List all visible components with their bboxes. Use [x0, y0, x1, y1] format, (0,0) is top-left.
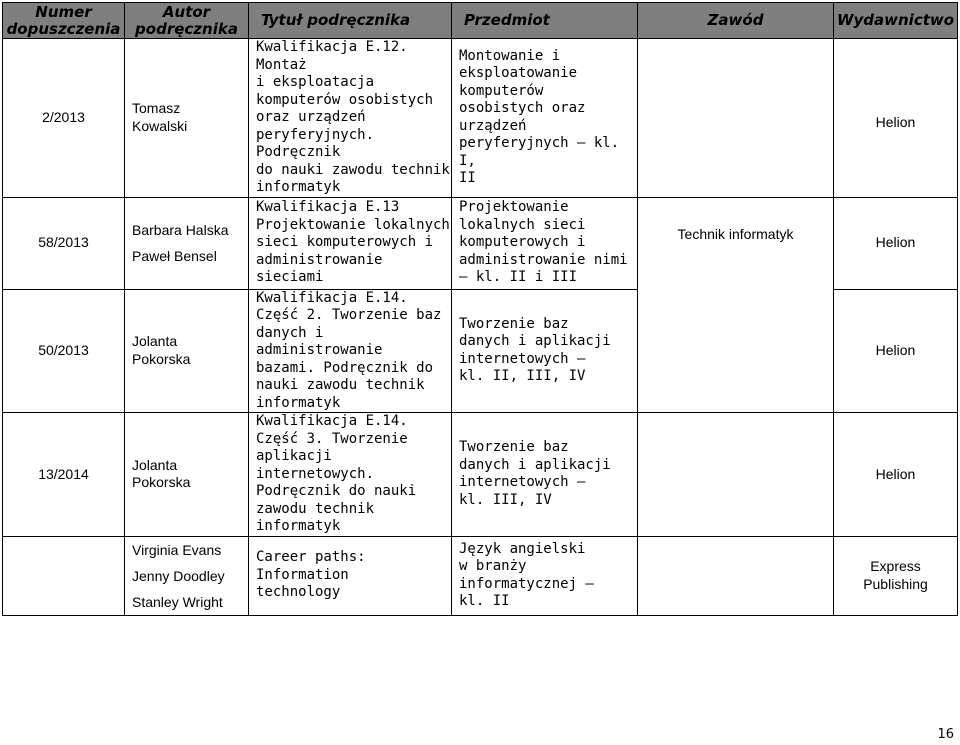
table-row: [3, 197, 958, 289]
cell-number: 2/2013: [3, 39, 125, 198]
cell-subject: Projektowanie lokalnych sieci komputerowych i administrowanie nimi – kl. II i III: [452, 197, 638, 289]
cell-author: [125, 413, 249, 537]
cell-author: [125, 39, 249, 198]
author-line: Paweł Bensel: [132, 248, 217, 264]
author-line: Virginia Evans: [132, 541, 222, 558]
header-profession: Zawód: [638, 3, 834, 39]
cell-title: Kwalifikacja E.12. Montaż i eksploatacja komputerów osobistych oraz urządzeń peryferyjnych. Podręcznik do nauki zawodu technik informatyk: [249, 39, 452, 198]
author-line: Jenny Doodley: [132, 567, 225, 584]
cell-number: 50/2013: [3, 289, 125, 413]
author-line: Pokorska: [132, 474, 191, 491]
cell-author: [125, 197, 249, 289]
cell-subject: Tworzenie baz danych i aplikacji internetowych – kl. II, III, IV: [452, 289, 638, 413]
cell-number: 13/2014: [3, 413, 125, 537]
header-title: Tytuł podręcznika: [249, 3, 452, 39]
author-line: Pokorska: [132, 350, 191, 367]
cell-publisher: Helion: [834, 39, 958, 198]
author-line: Jolanta: [132, 456, 178, 473]
table-row: [3, 536, 958, 615]
cell-profession-empty: [638, 39, 834, 198]
header-publisher: Wydawnictwo: [834, 3, 958, 39]
author-line: Kowalski: [132, 117, 188, 134]
cell-publisher: Express Publishing: [834, 536, 958, 615]
author-line: Jolanta: [132, 333, 178, 350]
cell-number: 58/2013: [3, 197, 125, 289]
author-line: Tomasz: [132, 100, 181, 117]
textbook-table: [2, 2, 958, 616]
cell-author: [125, 536, 249, 615]
page-number: 16: [937, 727, 954, 742]
table-row: [3, 413, 958, 537]
cell-title: Kwalifikacja E.13 Projektowanie lokalnych sieci komputerowych i administrowanie sieciami: [249, 197, 452, 289]
author-line: Barbara Halska: [132, 222, 229, 238]
cell-profession-empty: [638, 413, 834, 537]
cell-number: [3, 536, 125, 615]
header-subject: Przedmiot: [452, 3, 638, 39]
cell-subject: Montowanie i eksploatowanie komputerów osobistych oraz urządzeń peryferyjnych – kl. I, II: [452, 39, 638, 198]
cell-profession-empty: [638, 536, 834, 615]
cell-author: [125, 289, 249, 413]
cell-subject: Tworzenie baz danych i aplikacji internetowych – kl. III, IV: [452, 413, 638, 537]
table-row: [3, 39, 958, 198]
table-header-row: [3, 3, 958, 39]
cell-title: Kwalifikacja E.14. Część 2. Tworzenie baz danych i administrowanie bazami. Podręcznik do nauki zawodu technik informatyk: [249, 289, 452, 413]
cell-publisher: Helion: [834, 197, 958, 289]
header-number: Numer dopuszczenia: [3, 3, 125, 39]
cell-title: Kwalifikacja E.14. Część 3. Tworzenie aplikacji internetowych. Podręcznik do nauki zawodu technik informatyk: [249, 413, 452, 537]
author-line: Stanley Wright: [132, 593, 223, 610]
cell-publisher: Helion: [834, 289, 958, 413]
header-author: Autor podręcznika: [125, 3, 249, 39]
cell-subject: Język angielski w branży informatycznej – kl. II: [452, 536, 638, 615]
cell-title: Career paths: Information technology: [249, 536, 452, 615]
cell-profession: Technik informatyk: [638, 197, 834, 413]
cell-publisher: Helion: [834, 413, 958, 537]
